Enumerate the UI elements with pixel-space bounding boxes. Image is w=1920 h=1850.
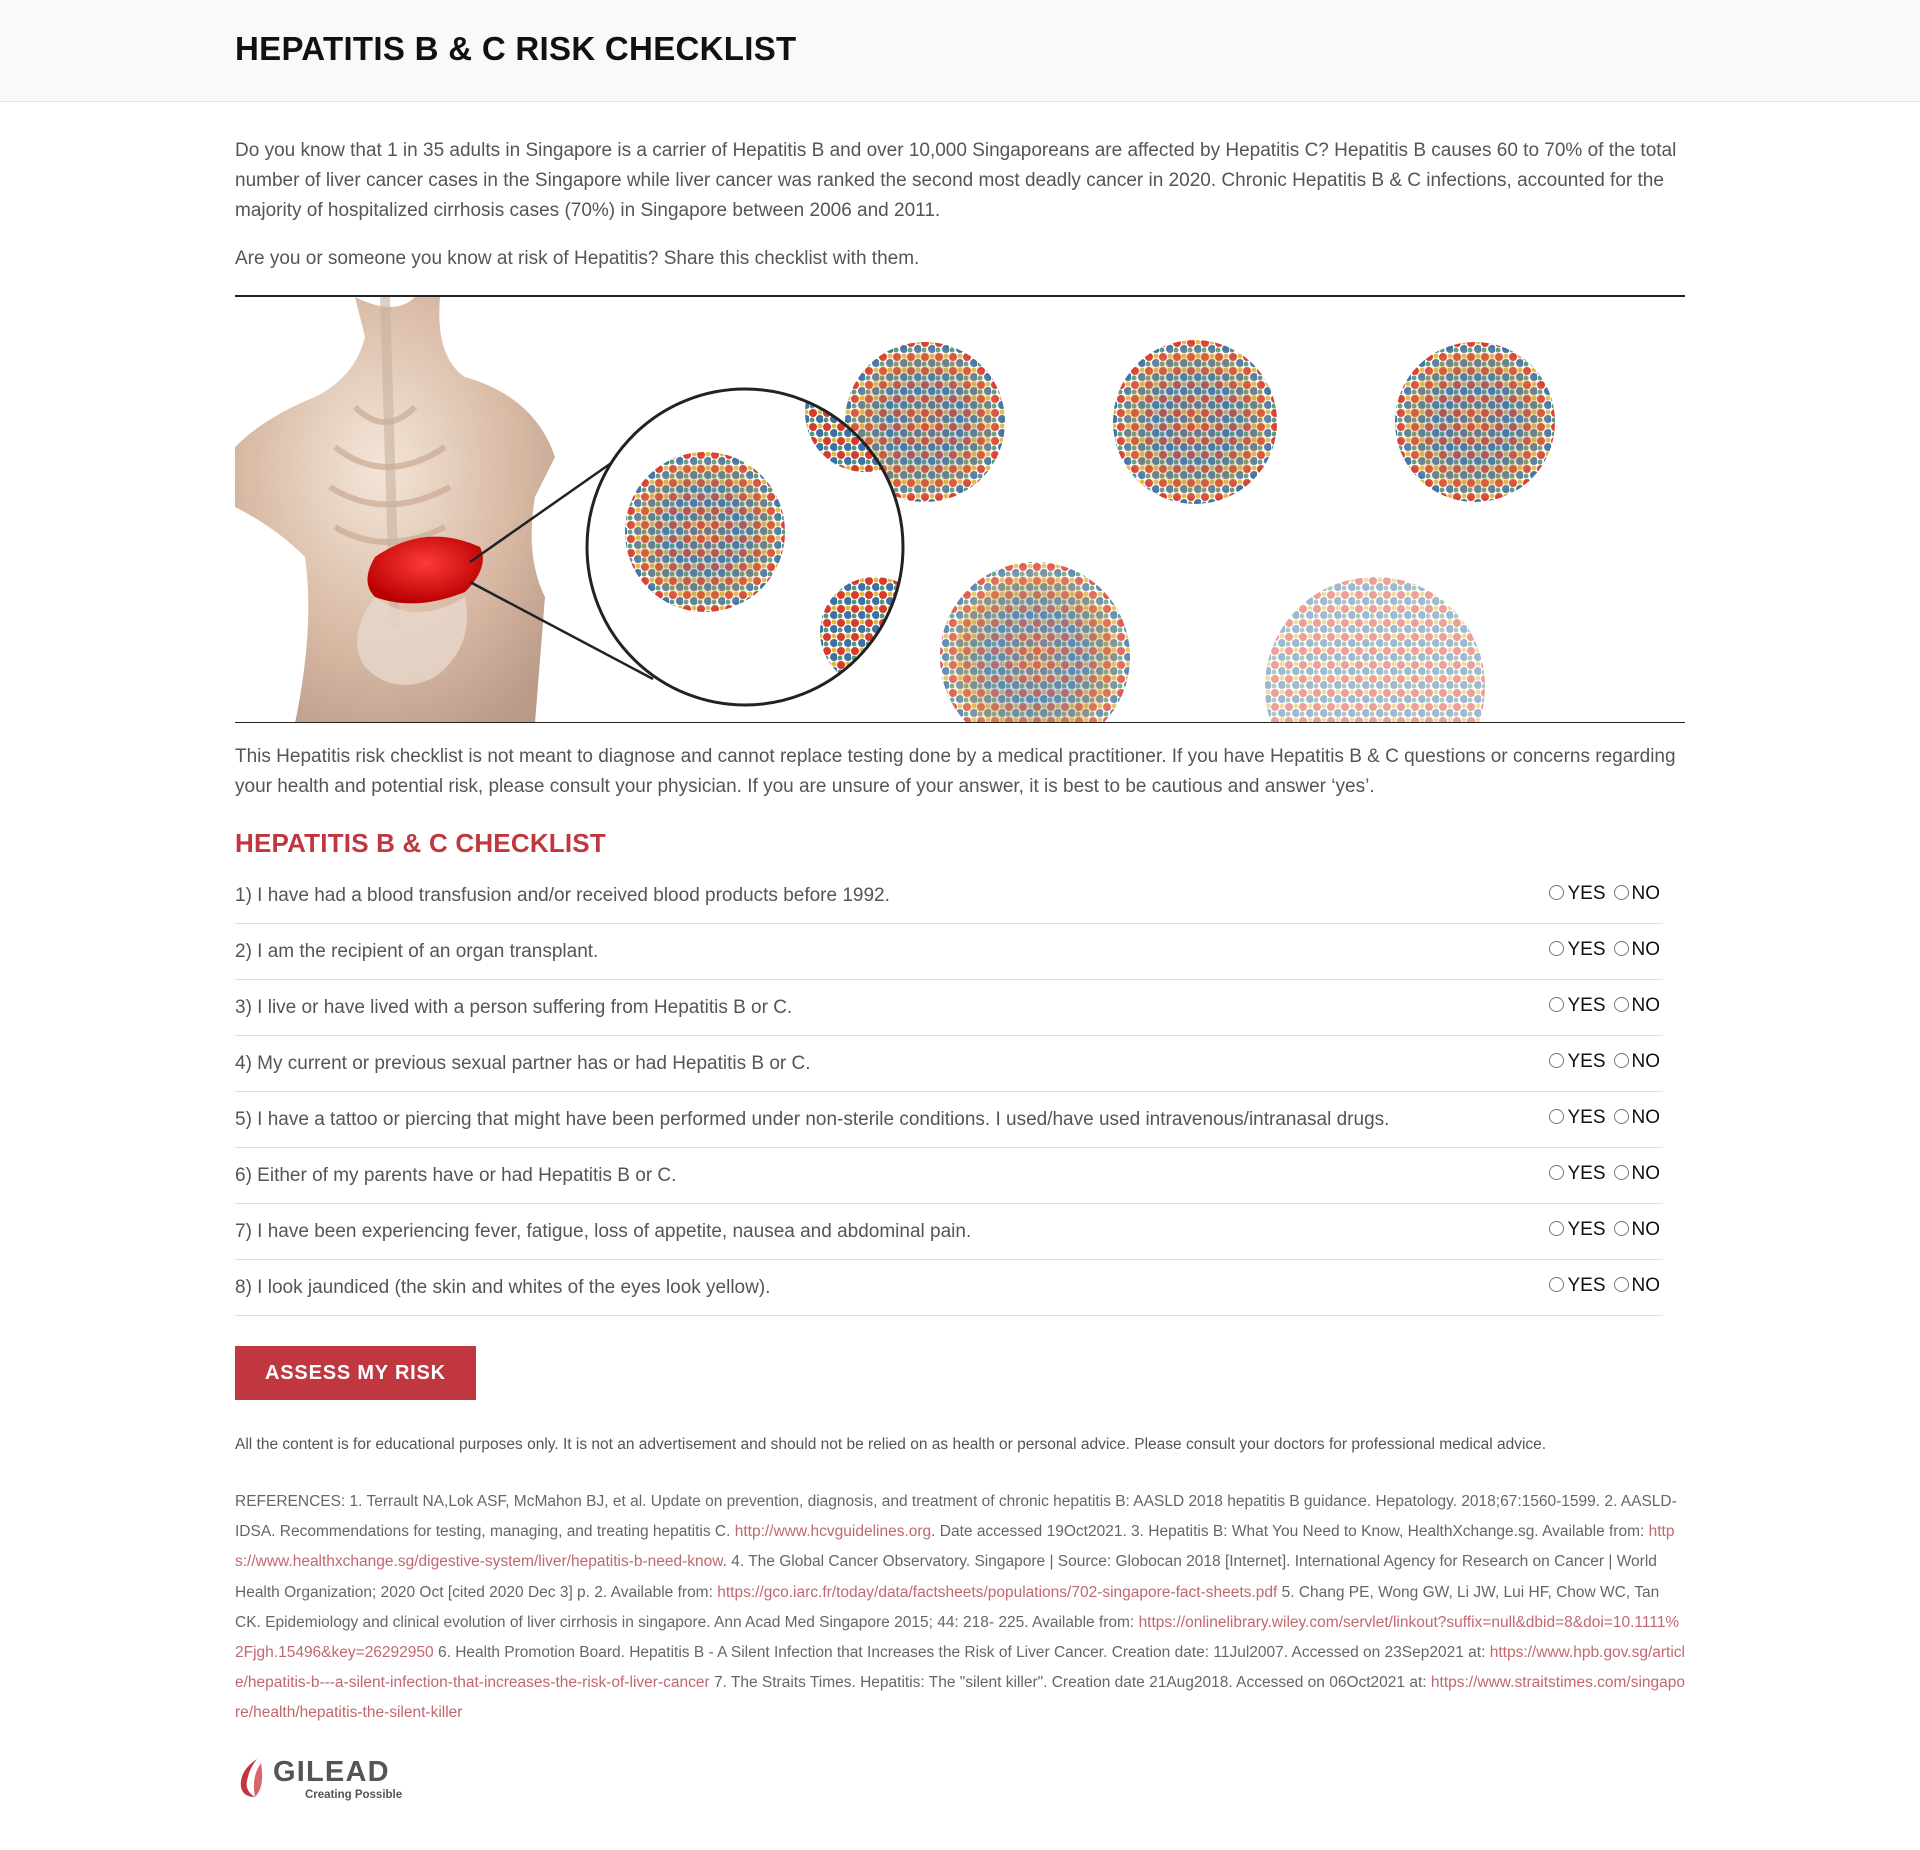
question-row: [235, 1036, 1663, 1092]
no-radio[interactable]: [1614, 1053, 1629, 1068]
yes-option[interactable]: YES: [1549, 1219, 1605, 1241]
human-body-graphic: [235, 297, 555, 723]
yes-option[interactable]: YES: [1549, 1107, 1605, 1129]
share-prompt: Are you or someone you know at risk of Hepatitis? Share this checklist with them.: [235, 248, 920, 269]
question-row: [235, 924, 1663, 980]
answer-options: [1549, 1051, 1660, 1073]
no-option[interactable]: NO: [1614, 995, 1661, 1017]
answer-options: [1549, 1275, 1660, 1297]
question-row: [235, 868, 1663, 924]
question-row: [235, 980, 1663, 1036]
no-radio[interactable]: [1614, 1277, 1629, 1292]
yes-radio[interactable]: [1549, 1277, 1564, 1292]
no-radio[interactable]: [1614, 885, 1629, 900]
question-row: [235, 1260, 1663, 1316]
answer-options: [1549, 1163, 1660, 1185]
yes-radio[interactable]: [1549, 1053, 1564, 1068]
yes-radio[interactable]: [1549, 885, 1564, 900]
answer-options: [1549, 939, 1660, 961]
brand-tagline: Creating Possible: [305, 1789, 403, 1801]
answer-options: [1549, 883, 1660, 905]
question-text: 8) I look jaundiced (the skin and whites of the eyes look yellow).: [235, 1276, 771, 1298]
no-radio[interactable]: [1614, 941, 1629, 956]
reference-link[interactable]: https://www.hpb.gov.sg/article/hepatitis-b---a-silent-infection-that-increases-the-risk-of-liver-cancer: [235, 1644, 1685, 1692]
no-option[interactable]: NO: [1614, 1107, 1661, 1129]
yes-option[interactable]: YES: [1549, 883, 1605, 905]
no-option[interactable]: NO: [1614, 939, 1661, 961]
gilead-logo-icon: [235, 1757, 265, 1799]
page-header: [0, 0, 1920, 102]
yes-option[interactable]: YES: [1549, 939, 1605, 961]
disclaimer-text: This Hepatitis risk checklist is not meant to diagnose and cannot replace testing done by a medical practitioner. If you have Hepatitis B & C questions or concerns regarding your health and potential risk, please consult your physician. If you are unsure of your answer, it is best to be cautious and answer ‘yes’.: [235, 746, 1676, 797]
no-radio[interactable]: [1614, 997, 1629, 1012]
yes-radio[interactable]: [1549, 1165, 1564, 1180]
intro-section: [235, 136, 1685, 274]
logo-text: [273, 1757, 402, 1801]
brand-name: GILEAD: [273, 1756, 390, 1788]
yes-option[interactable]: YES: [1549, 1051, 1605, 1073]
yes-radio[interactable]: [1549, 1221, 1564, 1236]
yes-option[interactable]: YES: [1549, 1163, 1605, 1185]
yes-radio[interactable]: [1549, 941, 1564, 956]
virus-particles: [845, 340, 1555, 723]
answer-options: [1549, 1107, 1660, 1129]
no-option[interactable]: NO: [1614, 1163, 1661, 1185]
hero-image: [235, 295, 1685, 723]
no-option[interactable]: NO: [1614, 1275, 1661, 1297]
answer-options: [1549, 995, 1660, 1017]
question-text: 1) I have had a blood transfusion and/or received blood products before 1992.: [235, 884, 890, 906]
yes-radio[interactable]: [1549, 997, 1564, 1012]
no-option[interactable]: NO: [1614, 883, 1661, 905]
reference-link[interactable]: http://www.hcvguidelines.org: [734, 1523, 932, 1541]
question-text: 7) I have been experiencing fever, fatigue, loss of appetite, nausea and abdominal pain.: [235, 1220, 972, 1242]
reference-link[interactable]: https://www.straitstimes.com/singapore/health/hepatitis-the-silent-killer: [235, 1674, 1686, 1722]
yes-option[interactable]: YES: [1549, 1275, 1605, 1297]
no-radio[interactable]: [1614, 1165, 1629, 1180]
question-text: 6) Either of my parents have or had Hepatitis B or C.: [235, 1164, 677, 1186]
question-row: [235, 1092, 1663, 1148]
answer-options: [1549, 1219, 1660, 1241]
gilead-logo[interactable]: [235, 1757, 402, 1801]
assess-my-risk-button[interactable]: ASSESS MY RISK: [235, 1346, 476, 1400]
page-title: HEPATITIS B & C RISK CHECKLIST: [235, 30, 797, 67]
checklist-title: HEPATITIS B & C CHECKLIST: [235, 828, 606, 858]
references: REFERENCES: 1. Terrault NA,Lok ASF, McMahon BJ, et al. Update on prevention, diagnosis, and treatment of chronic hepatitis B: AASLD 2018 hepatitis B guidance. Hepatology. 2018;67:1560-1599. 2. AASLD-IDSA. Recommendations for testing, managing, and treating hepatitis C. http://www.hcvguidelines.org. Date accessed 19Oct2021. 3. Hepatitis B: What You Need to Know, HealthXchange.sg. Available from: https://www.healthxchange.sg/digestive-system/liver/hepatitis-b-need-know. 4. The Global Cancer Observatory. Singapore | Source: Globocan 2018 [Internet]. International Agency for Research on Cancer | World Health Organization; 2020 Oct [cited 2020 Dec 3] p. 2. Available from: https://gco.iarc.fr/today/data/factsheets/populations/702-singapore-fact-sheets.pdf 5. Chang PE, Wong GW, Li JW, Lui HF, Chow WC, Tan CK. Epidemiology and clinical evolution of liver cirrhosis in singapore. Ann Acad Med Singapore 2015; 44: 218- 225. Available from: https://onlinelibrary.wiley.com/servlet/linkout?suffix=null&dbid=8&doi=10.1111%2Fjgh.15496&key=26292950 6. Health Promotion Board. Hepatitis B - A Silent Infection that Increases the Risk of Liver Cancer. Creation date: 11Jul2007. Accessed on 23Sep2021 at: https://www.hpb.gov.sg/article/hepatitis-b---a-silent-infection-that-increases-the-risk-of-liver-cancer 7. The Straits Times. Hepatitis: The "silent killer". Creation date 21Aug2018. Accessed on 06Oct2021 at: https://www.straitstimes.com/singapore/health/hepatitis-the-silent-killer: [235, 1493, 1686, 1722]
intro-paragraph: Do you know that 1 in 35 adults in Singapore is a carrier of Hepatitis B and over 10,000 Singaporeans are affected by Hepatitis C? Hepatitis B causes 60 to 70% of the total number of liver cancer cases in the Singapore while liver cancer was ranked the second most deadly cancer in 2020. Chronic Hepatitis B & C infections, accounted for the majority of hospitalized cirrhosis cases (70%) in Singapore between 2006 and 2011.: [235, 140, 1677, 221]
educational-note: All the content is for educational purposes only. It is not an advertisement and should not be relied on as health or personal advice. Please consult your doctors for professional medical advice.: [235, 1436, 1547, 1453]
question-text: 4) My current or previous sexual partner has or had Hepatitis B or C.: [235, 1052, 811, 1074]
no-radio[interactable]: [1614, 1109, 1629, 1124]
hepatitis-illustration: [235, 297, 1685, 723]
reference-link[interactable]: https://gco.iarc.fr/today/data/factsheets/populations/702-singapore-fact-sheets.pdf: [717, 1583, 1278, 1601]
no-option[interactable]: NO: [1614, 1051, 1661, 1073]
question-text: 5) I have a tattoo or piercing that might have been performed under non-sterile conditions. I used/have used intravenous/intranasal drugs.: [235, 1108, 1390, 1130]
question-row: [235, 1204, 1663, 1260]
question-row: [235, 1148, 1663, 1204]
yes-option[interactable]: YES: [1549, 995, 1605, 1017]
questions-list: [235, 868, 1663, 1316]
main-content: [235, 136, 1685, 1729]
no-radio[interactable]: [1614, 1221, 1629, 1236]
question-text: 3) I live or have lived with a person suffering from Hepatitis B or C.: [235, 996, 793, 1018]
no-option[interactable]: NO: [1614, 1219, 1661, 1241]
yes-radio[interactable]: [1549, 1109, 1564, 1124]
question-text: 2) I am the recipient of an organ transplant.: [235, 940, 599, 962]
reference-link[interactable]: https://onlinelibrary.wiley.com/servlet/linkout?suffix=null&dbid=8&doi=10.1111%2Fjgh.15496&key=26292950: [235, 1613, 1680, 1662]
reference-link[interactable]: https://www.healthxchange.sg/digestive-system/liver/hepatitis-b-need-know: [235, 1523, 1675, 1571]
